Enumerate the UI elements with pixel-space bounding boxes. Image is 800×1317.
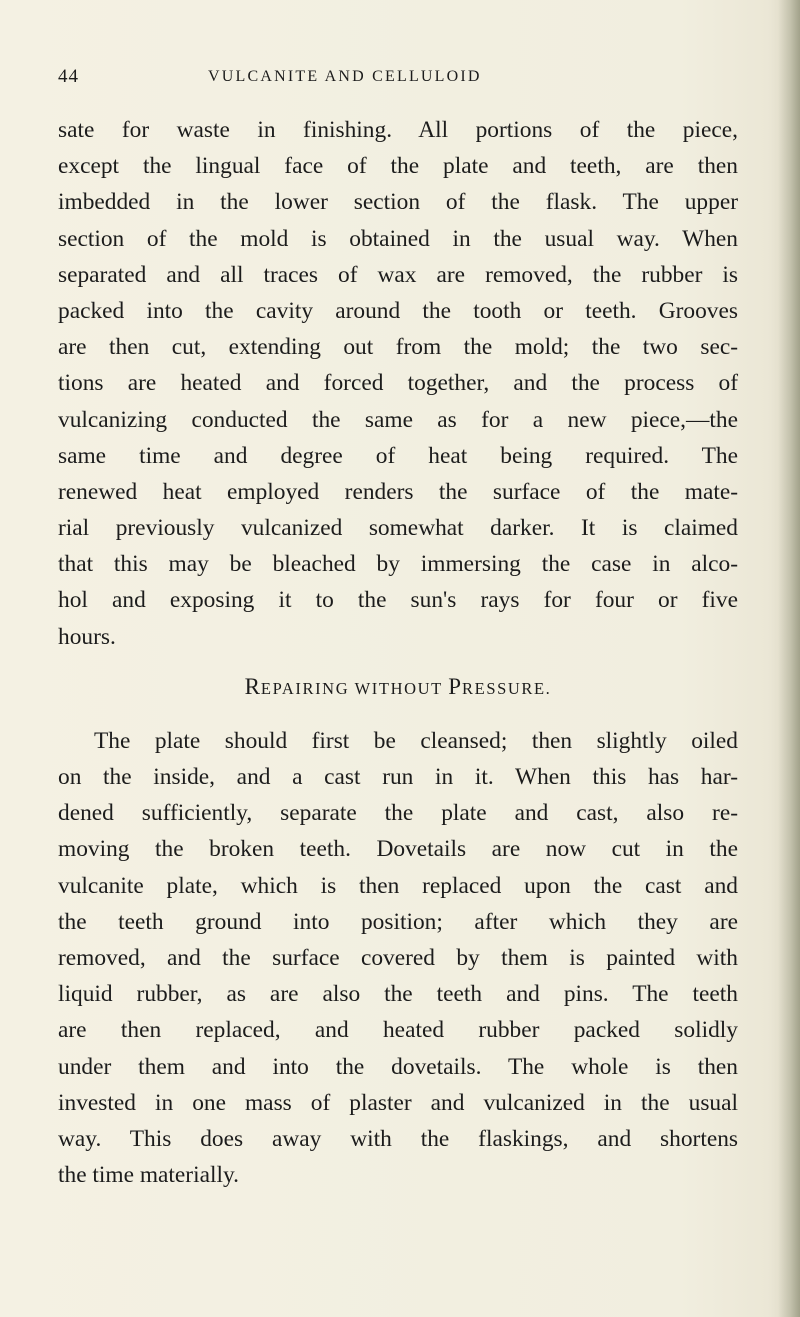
text-line: are then replaced, and heated rubber packed solidly	[58, 1017, 738, 1044]
text-line: moving the broken teeth. Dovetails are now cut in the	[58, 836, 738, 863]
text-line: the teeth ground into position; after which they are	[58, 908, 738, 935]
text-line: hours.	[58, 623, 116, 650]
text-line: hol and exposing it to the sun's rays for four or five	[58, 587, 738, 614]
text-line: tions are heated and forced together, and the process of	[58, 370, 738, 397]
body-text	[58, 112, 738, 1193]
text-line: are then cut, extending out from the mold; the two sec-	[58, 334, 738, 361]
text-line: The plate should first be cleansed; then slightly oiled	[94, 727, 738, 754]
text-line: vulcanizing conducted the same as for a new piece,—the	[58, 406, 738, 433]
running-title: VULCANITE AND CELLULOID	[208, 68, 482, 85]
text-line: separated and all traces of wax are removed, the rubber is	[58, 261, 738, 288]
text-line: vulcanite plate, which is then replaced upon the cast and	[58, 872, 738, 899]
text-line: except the lingual face of the plate and teeth, are then	[58, 153, 738, 180]
text-line: section of the mold is obtained in the usual way. When	[58, 225, 738, 252]
section-heading	[58, 657, 738, 717]
text-line: removed, and the surface covered by them is painted with	[58, 944, 738, 971]
paragraph-2	[58, 723, 738, 1193]
text-line: sate for waste in finishing. All portions of the piece,	[58, 117, 738, 143]
heading-cap: R	[244, 673, 261, 699]
text-line: way. This does away with the flaskings, and shortens	[58, 1125, 738, 1152]
running-head	[58, 66, 698, 94]
text-line: under them and into the dovetails. The whole is then	[58, 1053, 738, 1080]
page-number: 44	[58, 66, 79, 87]
heading-small-caps: EPAIRING WITHOUT	[260, 678, 449, 698]
text-line: the time materially.	[58, 1162, 239, 1189]
text-line: imbedded in the lower section of the flask. The upper	[58, 189, 738, 216]
text-line: packed into the cavity around the tooth or teeth. Grooves	[58, 297, 738, 324]
text-line: invested in one mass of plaster and vulcanized in the usual	[58, 1089, 738, 1116]
text-line: rial previously vulcanized somewhat darker. It is claimed	[58, 515, 738, 542]
text-line: liquid rubber, as are also the teeth and pins. The teeth	[58, 981, 738, 1008]
heading-small-caps: RESSURE.	[462, 678, 552, 698]
text-line: renewed heat employed renders the surface of the mate-	[58, 478, 738, 505]
paragraph-1	[58, 112, 738, 655]
text-line: same time and degree of heat being required. The	[58, 442, 738, 469]
heading-cap: P	[448, 673, 463, 699]
page-gutter-shadow	[778, 0, 800, 1317]
text-line: dened sufficiently, separate the plate and cast, also re-	[58, 800, 738, 827]
text-line: that this may be bleached by immersing the case in alco-	[58, 551, 738, 578]
text-line: on the inside, and a cast run in it. When this has har-	[58, 764, 738, 790]
